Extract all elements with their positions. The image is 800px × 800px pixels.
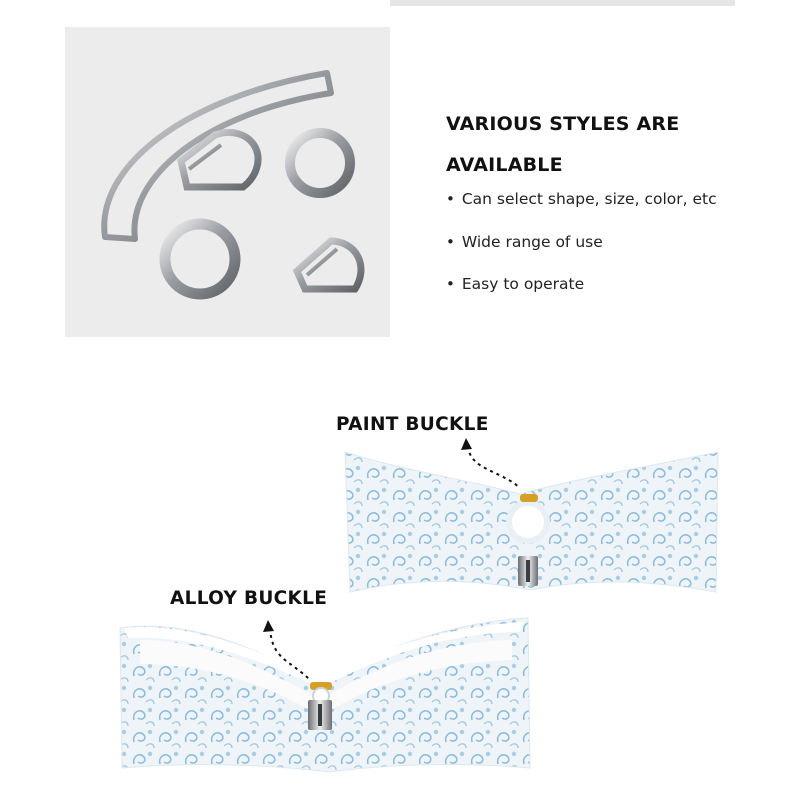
feature-item: • Can select shape, size, color, etc — [446, 188, 717, 231]
bikini-top-alloy — [120, 618, 530, 772]
alloy-buckle-label: ALLOY BUCKLE — [170, 588, 328, 609]
feature-item: • Wide range of use — [446, 231, 717, 274]
feature-item: • Easy to operate — [446, 273, 717, 316]
section-heading: VARIOUS STYLES ARE AVAILABLE — [446, 113, 680, 176]
paint-buckle-label: PAINT BUCKLE — [336, 414, 489, 435]
bikini-top-paint — [345, 452, 718, 592]
paint-arrow — [468, 446, 520, 488]
